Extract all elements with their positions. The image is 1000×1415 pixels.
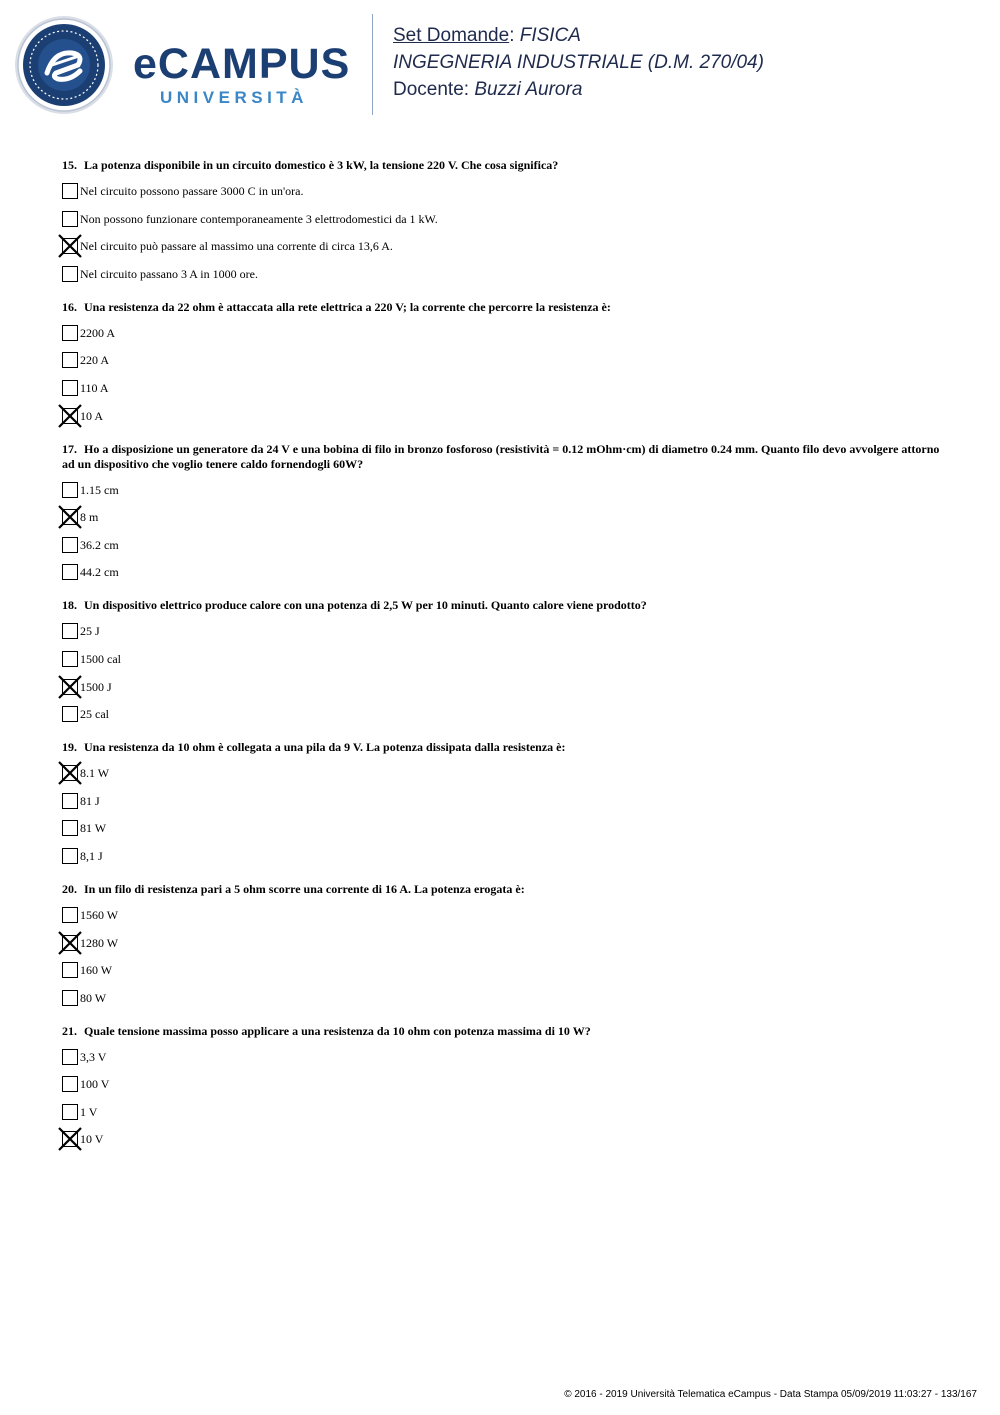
question-item bbox=[62, 882, 942, 1008]
answer-option[interactable] bbox=[62, 934, 942, 953]
answer-option[interactable] bbox=[62, 265, 942, 284]
answer-label: 10 A bbox=[80, 408, 104, 423]
answer-option[interactable] bbox=[62, 210, 942, 229]
question-list bbox=[62, 158, 942, 1158]
answer-label: 44.2 cm bbox=[80, 565, 119, 580]
answer-option[interactable] bbox=[62, 379, 942, 398]
answer-option[interactable] bbox=[62, 678, 942, 697]
answer-option[interactable] bbox=[62, 351, 942, 370]
checkbox[interactable] bbox=[62, 1076, 78, 1092]
answer-label: 36.2 cm bbox=[80, 537, 119, 552]
question-number: 15. bbox=[62, 158, 77, 172]
set-subject: FISICA bbox=[519, 25, 581, 46]
answer-label: Non possono funzionare contemporaneamente 3 elettrodomestici da 1 kW. bbox=[80, 211, 438, 226]
answer-option[interactable] bbox=[62, 182, 942, 201]
question-text: Quale tensione massima posso applicare a una resistenza da 10 ohm con potenza massima di 10 W? bbox=[84, 1023, 591, 1038]
answer-label: 160 W bbox=[80, 963, 113, 978]
answer-label: 100 V bbox=[80, 1077, 110, 1092]
teacher-name: Buzzi Aurora bbox=[474, 79, 583, 100]
answer-option[interactable] bbox=[62, 819, 942, 838]
set-label: Set Domande bbox=[393, 25, 510, 46]
question-item bbox=[62, 300, 942, 426]
question-item bbox=[62, 1024, 942, 1150]
question-title bbox=[62, 740, 942, 755]
question-text: Un dispositivo elettrico produce calore con una potenza di 2,5 W per 10 minuti. Quanto calore viene prodotto? bbox=[84, 598, 647, 613]
question-title bbox=[62, 882, 942, 897]
question-title bbox=[62, 300, 942, 315]
checkbox[interactable] bbox=[62, 907, 78, 923]
question-title bbox=[62, 158, 942, 173]
checkbox[interactable] bbox=[62, 482, 78, 498]
answer-label: 1 V bbox=[80, 1104, 98, 1119]
answer-label: 81 W bbox=[80, 821, 107, 836]
question-item bbox=[62, 598, 942, 724]
checkbox[interactable] bbox=[62, 820, 78, 836]
question-text: In un filo di resistenza pari a 5 ohm scorre una corrente di 16 A. La potenza erogata è: bbox=[84, 881, 525, 896]
question-number: 19. bbox=[62, 740, 77, 755]
question-number: 20. bbox=[62, 881, 77, 896]
answer-option[interactable] bbox=[62, 792, 942, 811]
answer-label: 80 W bbox=[80, 990, 107, 1005]
answer-label: 1500 J bbox=[80, 679, 112, 694]
answer-label: 1280 W bbox=[80, 935, 119, 950]
checkbox[interactable] bbox=[62, 848, 78, 864]
answer-label: 110 A bbox=[80, 380, 109, 395]
answer-option[interactable] bbox=[62, 536, 942, 555]
answer-option[interactable] bbox=[62, 237, 942, 256]
answer-option[interactable] bbox=[62, 961, 942, 980]
logo-subtitle: UNIVERSITÀ bbox=[160, 88, 308, 107]
checkbox[interactable] bbox=[62, 266, 78, 282]
answer-label: 1560 W bbox=[80, 907, 119, 922]
checkbox[interactable] bbox=[62, 183, 78, 199]
checkbox[interactable] bbox=[62, 211, 78, 227]
checkbox[interactable] bbox=[62, 1104, 78, 1120]
answer-option[interactable] bbox=[62, 847, 942, 866]
set-separator: : bbox=[509, 25, 520, 46]
answer-option[interactable] bbox=[62, 622, 942, 641]
checkbox[interactable] bbox=[62, 564, 78, 580]
teacher-label: Docente: bbox=[393, 79, 475, 100]
answer-label: 8 m bbox=[80, 510, 99, 525]
question-number: 17. bbox=[62, 441, 77, 456]
checkbox[interactable] bbox=[62, 962, 78, 978]
answer-option[interactable] bbox=[62, 764, 942, 783]
answer-option[interactable] bbox=[62, 705, 942, 724]
answer-label: 1.15 cm bbox=[80, 482, 119, 497]
answer-option[interactable] bbox=[62, 1075, 942, 1094]
question-title bbox=[62, 1024, 942, 1039]
header-line-teacher bbox=[393, 76, 764, 103]
answer-option[interactable] bbox=[62, 1130, 942, 1149]
question-item bbox=[62, 442, 942, 583]
answer-option[interactable] bbox=[62, 1048, 942, 1067]
answer-label: 25 J bbox=[80, 624, 100, 639]
answer-label: 81 J bbox=[80, 793, 100, 808]
header-divider bbox=[372, 14, 373, 115]
answer-option[interactable] bbox=[62, 650, 942, 669]
logo-wordmark: eCAMPUS bbox=[133, 40, 351, 88]
checkbox[interactable] bbox=[62, 537, 78, 553]
header-line-set bbox=[393, 22, 764, 49]
answer-label: 10 V bbox=[80, 1132, 104, 1147]
answer-label: 8,1 J bbox=[80, 848, 103, 863]
answer-label: 25 cal bbox=[80, 707, 109, 722]
answer-option[interactable] bbox=[62, 1103, 942, 1122]
answer-label: 3,3 V bbox=[80, 1049, 107, 1064]
ecampus-seal-logo bbox=[14, 15, 114, 115]
header-line-course: INGEGNERIA INDUSTRIALE (D.M. 270/04) bbox=[393, 52, 764, 73]
answer-label: Nel circuito può passare al massimo una corrente di circa 13,6 A. bbox=[80, 239, 393, 254]
checkbox[interactable] bbox=[62, 793, 78, 809]
answer-option[interactable] bbox=[62, 989, 942, 1008]
question-text: Ho a disposizione un generatore da 24 V e una bobina di filo in bronzo fosforoso (resistività = 0.12 mOhm·cm) di diametro 0.24 mm. Quanto filo devo avvolgere attorno ad un dispositivo che voglio tenere caldo fornendogli 60W? bbox=[62, 441, 940, 471]
answer-label: Nel circuito passano 3 A in 1000 ore. bbox=[80, 266, 258, 281]
question-title bbox=[62, 442, 942, 472]
answer-option[interactable] bbox=[62, 508, 942, 527]
checkbox[interactable] bbox=[62, 380, 78, 396]
question-number: 16. bbox=[62, 299, 77, 314]
answer-label: 220 A bbox=[80, 353, 110, 368]
answer-option[interactable] bbox=[62, 481, 942, 500]
answer-label: 8.1 W bbox=[80, 766, 110, 781]
question-item bbox=[62, 740, 942, 866]
question-item bbox=[62, 158, 942, 284]
header-info bbox=[393, 22, 764, 103]
checkbox[interactable] bbox=[62, 706, 78, 722]
answer-option[interactable] bbox=[62, 324, 942, 343]
checkbox[interactable] bbox=[62, 1049, 78, 1065]
question-number: 18. bbox=[62, 598, 77, 613]
checkbox[interactable] bbox=[62, 352, 78, 368]
checkbox[interactable] bbox=[62, 623, 78, 639]
answer-label: Nel circuito possono passare 3000 C in un'ora. bbox=[80, 184, 304, 198]
checkbox[interactable] bbox=[62, 651, 78, 667]
answer-label: 1500 cal bbox=[80, 651, 121, 666]
answer-option[interactable] bbox=[62, 563, 942, 582]
question-text: La potenza disponibile in un circuito domestico è 3 kW, la tensione 220 V. Che cosa significa? bbox=[84, 158, 559, 172]
checkbox[interactable] bbox=[62, 325, 78, 341]
answer-label: 2200 A bbox=[80, 325, 116, 340]
question-text: Una resistenza da 10 ohm è collegata a una pila da 9 V. La potenza dissipata dalla resistenza è: bbox=[84, 740, 566, 755]
checkbox[interactable] bbox=[62, 990, 78, 1006]
answer-option[interactable] bbox=[62, 906, 942, 925]
question-text: Una resistenza da 22 ohm è attaccata alla rete elettrica a 220 V; la corrente che percorre la resistenza è: bbox=[84, 299, 611, 314]
question-number: 21. bbox=[62, 1023, 77, 1038]
question-title bbox=[62, 598, 942, 613]
answer-option[interactable] bbox=[62, 407, 942, 426]
footer-print-info: © 2016 - 2019 Università Telematica eCampus - Data Stampa 05/09/2019 11:03:27 - 133/167 bbox=[564, 1389, 977, 1400]
